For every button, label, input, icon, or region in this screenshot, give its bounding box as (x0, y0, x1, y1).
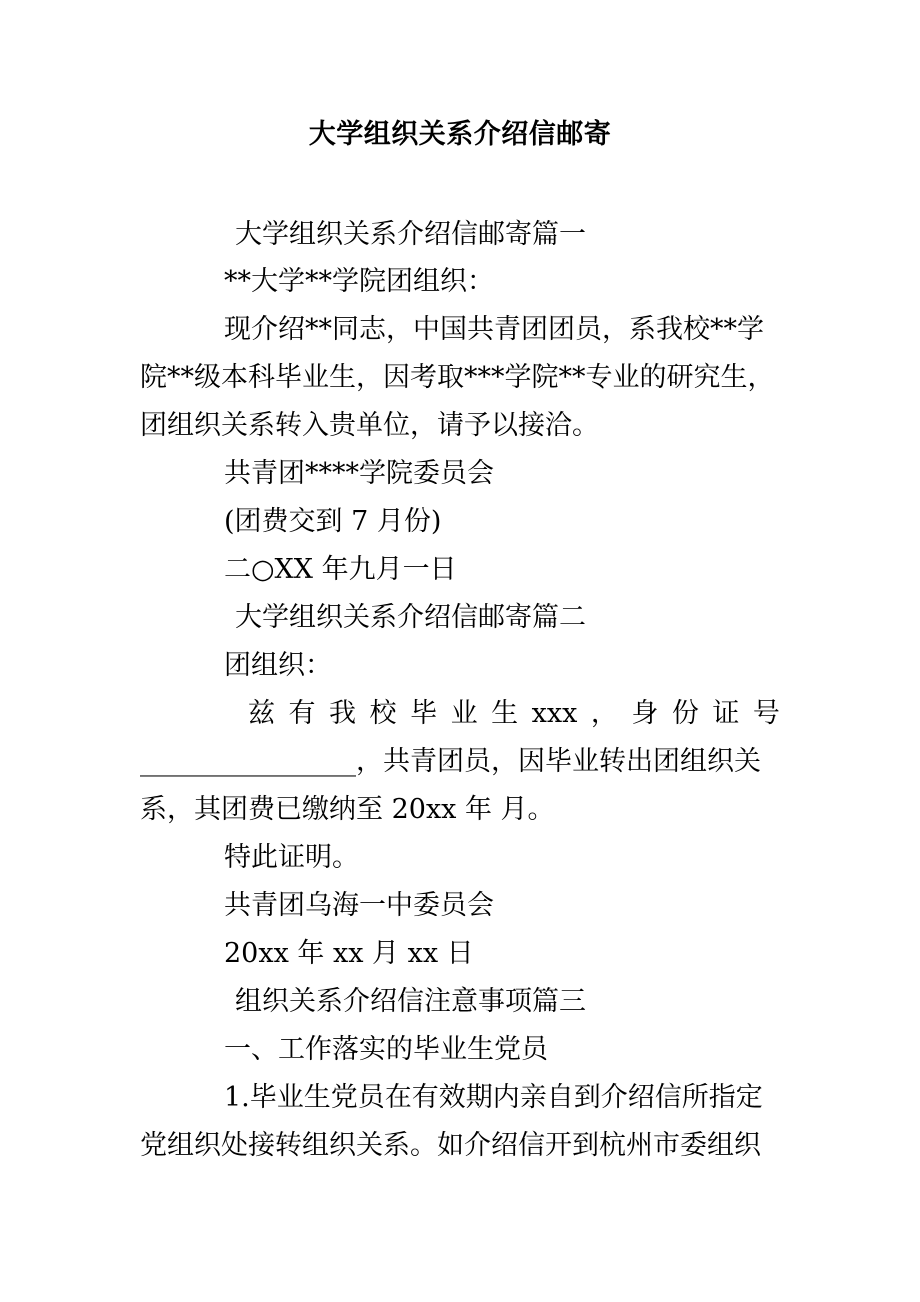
section3-body-line-2: 党组织处接转组织关系。如介绍信开到杭州市委组织 (140, 1130, 761, 1161)
section1-addressee: **大学**学院团组织： (224, 266, 494, 297)
document-title: 大学组织关系介绍信邮寄 (308, 119, 612, 150)
section2-body-line-3: 系，其团费已缴纳至 20xx 年 月。 (140, 794, 555, 825)
body-char: 份 (671, 698, 699, 729)
section2-body-line-2: ________________，共青团员，因毕业转出团组织关 (140, 746, 761, 777)
body-char: 我 (329, 698, 357, 729)
section2-addressee: 团组织： (224, 650, 332, 681)
body-char: 号 (752, 698, 780, 729)
section3-body-line-1: 1.毕业生党员在有效期内亲自到介绍信所指定 (224, 1082, 763, 1113)
body-char: xxx (531, 698, 578, 729)
section3-subheading: 一、工作落实的毕业生党员 (224, 1034, 548, 1065)
body-char: 证 (712, 698, 740, 729)
body-char: 生 (491, 698, 519, 729)
section1-body-line-2: 院**级本科毕业生，因考取***学院**专业的研究生， (140, 362, 775, 393)
section-heading-2: 大学组织关系介绍信邮寄篇二 (235, 602, 586, 633)
section2-certify: 特此证明。 (224, 842, 359, 873)
section1-fee-note: (团费交到 7 月份) (224, 506, 442, 537)
body-char: 校 (369, 698, 397, 729)
section2-body-line-1 (140, 694, 780, 734)
body-char: 业 (450, 698, 478, 729)
section1-signature: 共青团****学院委员会 (224, 458, 494, 489)
section1-body-line-1: 现介绍**同志，中国共青团团员，系我校**学 (224, 314, 764, 345)
section2-signature: 共青团乌海一中委员会 (224, 890, 494, 921)
body-char: 身 (631, 698, 659, 729)
section2-date: 20xx 年 xx 月 xx 日 (224, 938, 474, 969)
body-char: 有 (288, 698, 316, 729)
section1-date: 二○XX 年九月一日 (224, 554, 457, 585)
section-heading-1: 大学组织关系介绍信邮寄篇一 (235, 219, 586, 250)
body-char: ， (590, 698, 618, 729)
section1-body-line-3: 团组织关系转入贵单位，请予以接洽。 (140, 410, 599, 441)
section-heading-3: 组织关系介绍信注意事项篇三 (235, 986, 586, 1017)
body-char: 兹 (248, 698, 275, 729)
body-char: 毕 (410, 698, 438, 729)
